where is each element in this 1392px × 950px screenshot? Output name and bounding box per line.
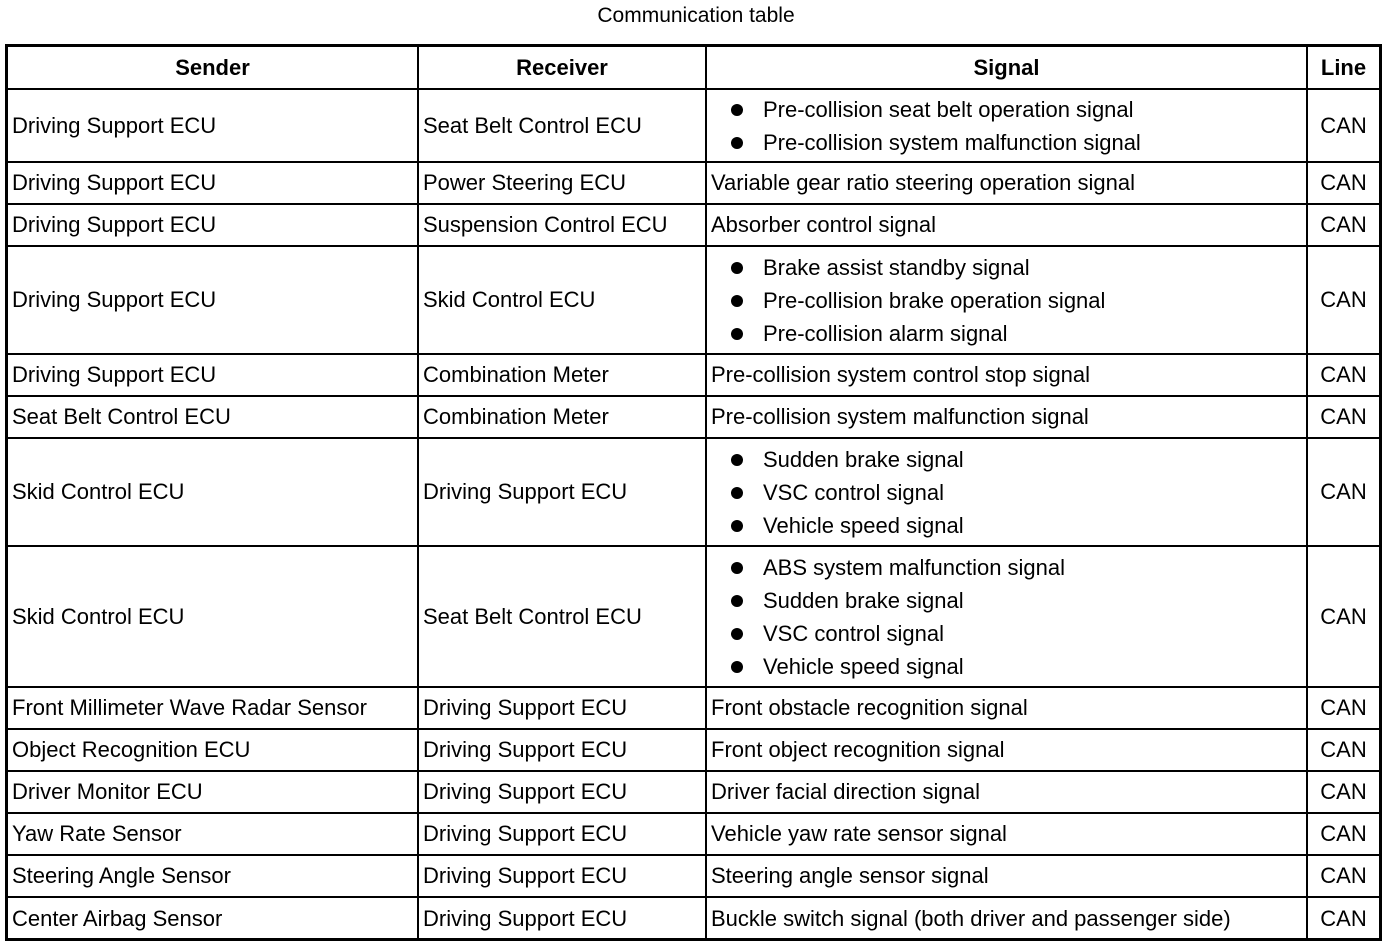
sender-cell: Driver Monitor ECU — [8, 771, 418, 813]
signal-cell — [706, 438, 1307, 546]
signal-cell: Vehicle yaw rate sensor signal — [706, 813, 1307, 855]
signal-list — [711, 251, 1302, 350]
table-row — [8, 729, 1379, 771]
table-body — [8, 89, 1379, 939]
line-cell: CAN — [1307, 89, 1379, 162]
sender-cell: Steering Angle Sensor — [8, 855, 418, 897]
receiver-cell: Driving Support ECU — [418, 813, 706, 855]
receiver-cell: Driving Support ECU — [418, 855, 706, 897]
receiver-cell: Driving Support ECU — [418, 771, 706, 813]
sender-cell: Object Recognition ECU — [8, 729, 418, 771]
signal-list — [711, 443, 1302, 542]
table-row — [8, 546, 1379, 687]
sender-cell: Front Millimeter Wave Radar Sensor — [8, 687, 418, 729]
table-row — [8, 246, 1379, 354]
signal-cell: Buckle switch signal (both driver and passenger side) — [706, 897, 1307, 939]
signal-cell — [706, 546, 1307, 687]
line-cell: CAN — [1307, 897, 1379, 939]
sender-cell: Driving Support ECU — [8, 162, 418, 204]
signal-cell: Pre-collision system control stop signal — [706, 354, 1307, 396]
line-cell: CAN — [1307, 246, 1379, 354]
sender-cell: Skid Control ECU — [8, 546, 418, 687]
signal-list-item: Pre-collision alarm signal — [729, 317, 1302, 350]
header-signal: Signal — [706, 47, 1307, 89]
sender-cell: Yaw Rate Sensor — [8, 813, 418, 855]
receiver-cell: Driving Support ECU — [418, 729, 706, 771]
receiver-cell: Combination Meter — [418, 354, 706, 396]
table-row — [8, 204, 1379, 246]
table-row — [8, 354, 1379, 396]
signal-cell: Variable gear ratio steering operation signal — [706, 162, 1307, 204]
receiver-cell: Seat Belt Control ECU — [418, 546, 706, 687]
signal-cell — [706, 89, 1307, 162]
signal-cell: Driver facial direction signal — [706, 771, 1307, 813]
table-row — [8, 813, 1379, 855]
receiver-cell: Combination Meter — [418, 396, 706, 438]
header-sender: Sender — [8, 47, 418, 89]
signal-cell: Absorber control signal — [706, 204, 1307, 246]
header-receiver: Receiver — [418, 47, 706, 89]
signal-list — [711, 93, 1302, 159]
signal-cell: Front object recognition signal — [706, 729, 1307, 771]
sender-cell: Driving Support ECU — [8, 89, 418, 162]
communication-table-frame — [5, 44, 1382, 941]
sender-cell: Seat Belt Control ECU — [8, 396, 418, 438]
line-cell: CAN — [1307, 162, 1379, 204]
signal-cell — [706, 246, 1307, 354]
line-cell: CAN — [1307, 204, 1379, 246]
header-row — [8, 47, 1379, 89]
signal-list — [711, 551, 1302, 683]
table-row — [8, 89, 1379, 162]
signal-list-item: VSC control signal — [729, 476, 1302, 509]
signal-list-item: Sudden brake signal — [729, 443, 1302, 476]
line-cell: CAN — [1307, 771, 1379, 813]
line-cell: CAN — [1307, 813, 1379, 855]
sender-cell: Skid Control ECU — [8, 438, 418, 546]
receiver-cell: Driving Support ECU — [418, 897, 706, 939]
signal-list-item: Brake assist standby signal — [729, 251, 1302, 284]
table-row — [8, 855, 1379, 897]
signal-list-item: Vehicle speed signal — [729, 509, 1302, 542]
table-row — [8, 162, 1379, 204]
receiver-cell: Skid Control ECU — [418, 246, 706, 354]
signal-list-item: VSC control signal — [729, 617, 1302, 650]
table-row — [8, 897, 1379, 939]
line-cell: CAN — [1307, 396, 1379, 438]
signal-list-item: ABS system malfunction signal — [729, 551, 1302, 584]
header-line: Line — [1307, 47, 1379, 89]
line-cell: CAN — [1307, 855, 1379, 897]
line-cell: CAN — [1307, 438, 1379, 546]
signal-cell: Pre-collision system malfunction signal — [706, 396, 1307, 438]
sender-cell: Driving Support ECU — [8, 204, 418, 246]
sender-cell: Driving Support ECU — [8, 354, 418, 396]
table-caption: Communication table — [597, 4, 795, 27]
line-cell: CAN — [1307, 687, 1379, 729]
table-row — [8, 438, 1379, 546]
signal-cell: Steering angle sensor signal — [706, 855, 1307, 897]
sender-cell: Center Airbag Sensor — [8, 897, 418, 939]
signal-list-item: Pre-collision seat belt operation signal — [729, 93, 1302, 126]
signal-cell: Front obstacle recognition signal — [706, 687, 1307, 729]
communication-table — [8, 47, 1379, 939]
receiver-cell: Driving Support ECU — [418, 687, 706, 729]
sender-cell: Driving Support ECU — [8, 246, 418, 354]
receiver-cell: Suspension Control ECU — [418, 204, 706, 246]
table-row — [8, 687, 1379, 729]
signal-list-item: Pre-collision system malfunction signal — [729, 126, 1302, 159]
table-row — [8, 771, 1379, 813]
signal-list-item: Sudden brake signal — [729, 584, 1302, 617]
table-row — [8, 396, 1379, 438]
receiver-cell: Power Steering ECU — [418, 162, 706, 204]
line-cell: CAN — [1307, 546, 1379, 687]
receiver-cell: Driving Support ECU — [418, 438, 706, 546]
signal-list-item: Vehicle speed signal — [729, 650, 1302, 683]
signal-list-item: Pre-collision brake operation signal — [729, 284, 1302, 317]
line-cell: CAN — [1307, 729, 1379, 771]
line-cell: CAN — [1307, 354, 1379, 396]
receiver-cell: Seat Belt Control ECU — [418, 89, 706, 162]
